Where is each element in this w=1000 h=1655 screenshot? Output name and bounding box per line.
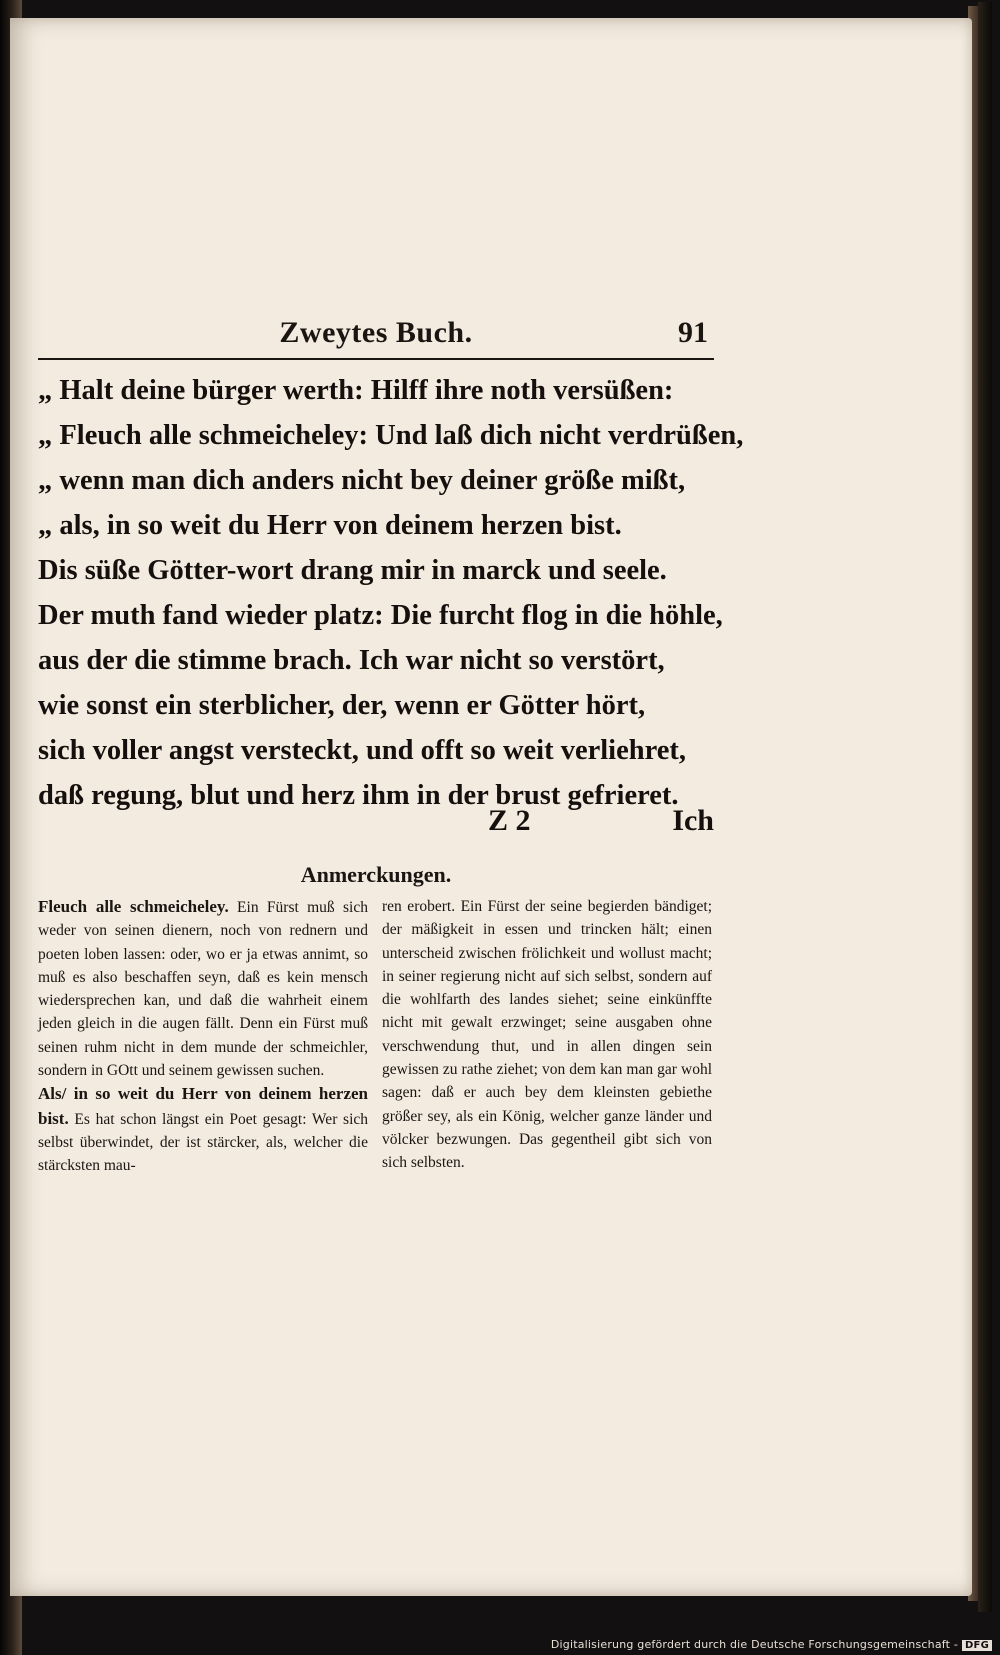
digitization-credit bbox=[551, 1638, 992, 1651]
catchword: Ich bbox=[672, 804, 714, 837]
running-head: Zweytes Buch. bbox=[279, 316, 473, 349]
note-paragraph bbox=[38, 895, 368, 1082]
signature-mark: Z 2 bbox=[488, 804, 531, 837]
verse-line: aus der die stimme brach. Ich war nicht so verstört, bbox=[38, 645, 665, 676]
note-lemma: Als/ in so weit du Herr von deinem herzen bist. bbox=[38, 1084, 368, 1128]
page-header bbox=[38, 310, 714, 360]
verse-block bbox=[38, 368, 744, 818]
note-paragraph bbox=[38, 1082, 368, 1177]
verse-line: Der muth fand wieder platz: Die furcht flog in die höhle, bbox=[38, 600, 723, 631]
verse-line: „ Fleuch alle schmeicheley: Und laß dich nicht verdrüßen, bbox=[38, 420, 744, 451]
verse-line: Dis süße Götter-wort drang mir in marck und seele. bbox=[38, 555, 667, 586]
notes-column-right bbox=[382, 895, 712, 1175]
verse-line: sich voller angst versteckt, und offt so weit verliehret, bbox=[38, 735, 686, 766]
dfg-logo: DFG bbox=[962, 1640, 992, 1651]
book-edge bbox=[978, 2, 992, 1612]
note-text: Es hat schon längst ein Poet gesagt: Wer sich selbst überwindet, der ist stärcker, als, welcher die stärcksten mau- bbox=[38, 1110, 369, 1175]
credit-text: Digitalisierung gefördert durch die Deutsche Forschungsgemeinschaft - bbox=[550, 1638, 959, 1651]
note-text: ren erobert. Ein Fürst der seine begierden bändiget; der mäßigkeit in essen und trincken hält; einen unterscheid zwischen frölichkeit und wollust macht; in seiner regierung nicht auf sich selbst, sondern auf die wohlfarth des landes siehet; seine einkünffte nicht mit gewalt erzwinget; seine ausgaben ohne verschwendung thut, und in allen dingen sein gewissen zu rathe ziehet; von dem kan man gar wohl sagen: daß er auch bey dem kleinsten gebiethe größer sey, als ein König, welcher ganze länder und völcker bezwungen. Das gegentheil gibt sich von sich selbsten. bbox=[382, 898, 712, 1172]
catchline bbox=[38, 804, 714, 844]
verse-line: „ wenn man dich anders nicht bey deiner größe mißt, bbox=[38, 465, 686, 496]
verse-line: „ Halt deine bürger werth: Hilff ihre noth versüßen: bbox=[38, 375, 674, 406]
note-lemma: Fleuch alle schmeicheley. bbox=[38, 897, 229, 916]
notes-column-left bbox=[38, 895, 368, 1178]
page-number: 91 bbox=[678, 316, 708, 349]
verse-line: „ als, in so weit du Herr von deinem herzen bist. bbox=[38, 510, 622, 541]
note-paragraph bbox=[382, 895, 712, 1175]
verse-line: daß regung, blut und herz ihm in der brust gefrieret. bbox=[38, 780, 679, 811]
note-text: Ein Fürst muß sich weder von seinen dienern, noch von rednern und poeten loben lassen: oder, wo er ja etwas annimt, so muß es also beschaffen seyn, daß es kein mensch wiedersprechen kan, und daß die wahrheit einem jeden gleich in die augen fällt. Denn ein Fürst muß seinen ruhm nicht in dem munde der schmeichler, sondern in GOtt und seinem gewissen suchen. bbox=[38, 899, 368, 1080]
notes-title: Anmerckungen. bbox=[300, 862, 452, 887]
verse-line: wie sonst ein sterblicher, der, wenn er Götter hört, bbox=[38, 690, 646, 721]
